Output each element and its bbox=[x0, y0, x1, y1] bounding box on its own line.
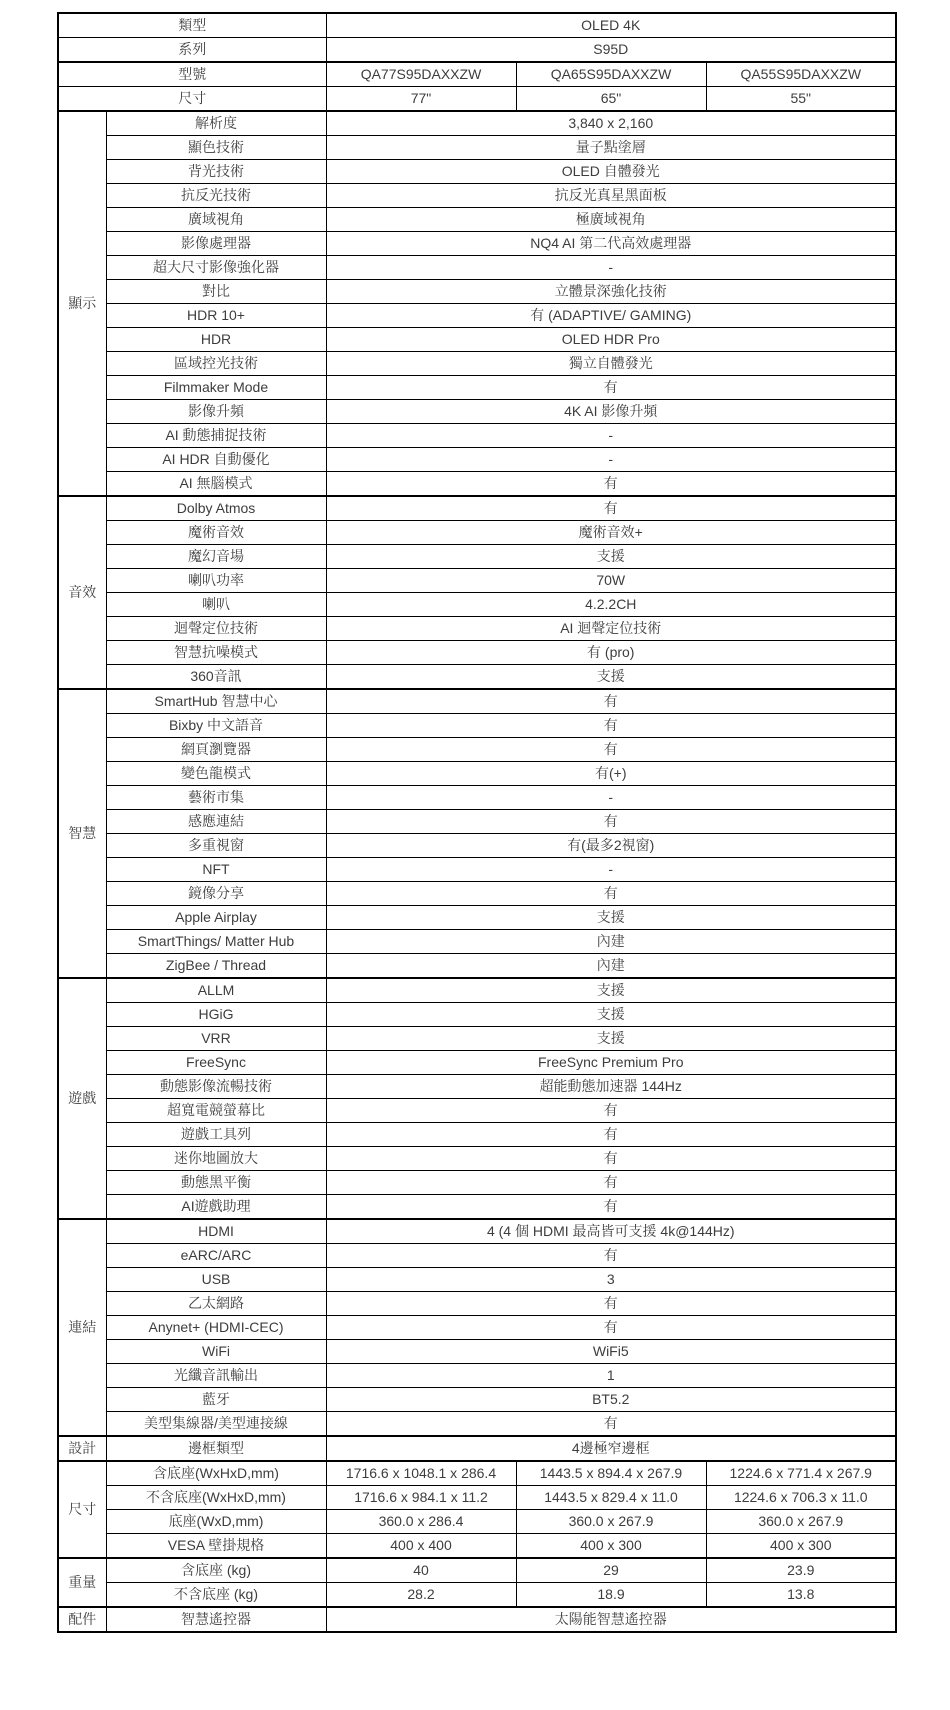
spec-row bbox=[58, 136, 896, 160]
spec-label: 鏡像分享 bbox=[106, 882, 326, 906]
spec-value: AI 迴聲定位技術 bbox=[326, 617, 896, 641]
spec-value: 支援 bbox=[326, 1027, 896, 1051]
spec-label: 抗反光技術 bbox=[106, 184, 326, 208]
spec-value: 極廣域視角 bbox=[326, 208, 896, 232]
spec-value: 1 bbox=[326, 1364, 896, 1388]
spec-label: 藍牙 bbox=[106, 1388, 326, 1412]
spec-row bbox=[58, 593, 896, 617]
spec-label: HGiG bbox=[106, 1003, 326, 1027]
spec-value: 1716.6 x 1048.1 x 286.4 bbox=[326, 1461, 516, 1486]
spec-value: 23.9 bbox=[706, 1558, 896, 1583]
spec-row bbox=[58, 256, 896, 280]
spec-row bbox=[58, 1171, 896, 1195]
spec-label: 區域控光技術 bbox=[106, 352, 326, 376]
spec-label: Filmmaker Mode bbox=[106, 376, 326, 400]
spec-label: 魔術音效 bbox=[106, 521, 326, 545]
spec-row bbox=[58, 208, 896, 232]
spec-row bbox=[58, 1123, 896, 1147]
header-row bbox=[58, 38, 896, 63]
spec-label: 網頁瀏覽器 bbox=[106, 738, 326, 762]
spec-row bbox=[58, 810, 896, 834]
spec-value: 4.2.2CH bbox=[326, 593, 896, 617]
spec-value: 有(+) bbox=[326, 762, 896, 786]
spec-row bbox=[58, 184, 896, 208]
spec-value: 400 x 400 bbox=[326, 1534, 516, 1559]
spec-row bbox=[58, 738, 896, 762]
spec-row bbox=[58, 1075, 896, 1099]
spec-value: 有 (ADAPTIVE/ GAMING) bbox=[326, 304, 896, 328]
header-label: 類型 bbox=[58, 13, 326, 38]
spec-value: NQ4 AI 第二代高效處理器 bbox=[326, 232, 896, 256]
spec-label: 魔幻音場 bbox=[106, 545, 326, 569]
spec-label: ALLM bbox=[106, 978, 326, 1003]
spec-label: 乙太網路 bbox=[106, 1292, 326, 1316]
spec-row bbox=[58, 111, 896, 136]
spec-value: 4K AI 影像升頻 bbox=[326, 400, 896, 424]
spec-value: 魔術音效+ bbox=[326, 521, 896, 545]
spec-value: 1224.6 x 771.4 x 267.9 bbox=[706, 1461, 896, 1486]
spec-row bbox=[58, 617, 896, 641]
spec-row bbox=[58, 882, 896, 906]
spec-label: 動態影像流暢技術 bbox=[106, 1075, 326, 1099]
spec-value: 18.9 bbox=[516, 1583, 706, 1608]
spec-label: AI HDR 自動優化 bbox=[106, 448, 326, 472]
spec-value: 有 bbox=[326, 1171, 896, 1195]
spec-value: 360.0 x 286.4 bbox=[326, 1510, 516, 1534]
header-row bbox=[58, 87, 896, 112]
spec-row bbox=[58, 1051, 896, 1075]
spec-value: 有 (pro) bbox=[326, 641, 896, 665]
spec-label: 影像升頻 bbox=[106, 400, 326, 424]
spec-row bbox=[58, 1364, 896, 1388]
group-label: 連結 bbox=[58, 1219, 106, 1436]
spec-value: 有 bbox=[326, 882, 896, 906]
spec-value: - bbox=[326, 786, 896, 810]
spec-row bbox=[58, 328, 896, 352]
spec-value: 有 bbox=[326, 1316, 896, 1340]
spec-row bbox=[58, 1436, 896, 1461]
spec-row bbox=[58, 304, 896, 328]
spec-row bbox=[58, 1147, 896, 1171]
spec-value: 超能動態加速器 144Hz bbox=[326, 1075, 896, 1099]
spec-row bbox=[58, 641, 896, 665]
spec-value: 13.8 bbox=[706, 1583, 896, 1608]
spec-value: 立體景深強化技術 bbox=[326, 280, 896, 304]
spec-value: 1443.5 x 829.4 x 11.0 bbox=[516, 1486, 706, 1510]
spec-row bbox=[58, 1461, 896, 1486]
model-value: 65" bbox=[516, 87, 706, 112]
spec-row bbox=[58, 1027, 896, 1051]
spec-value: 有 bbox=[326, 472, 896, 497]
spec-value: 70W bbox=[326, 569, 896, 593]
spec-label: 超寬電競螢幕比 bbox=[106, 1099, 326, 1123]
spec-row bbox=[58, 424, 896, 448]
spec-value: 有 bbox=[326, 1292, 896, 1316]
spec-value: 支援 bbox=[326, 665, 896, 690]
spec-value: 400 x 300 bbox=[516, 1534, 706, 1559]
spec-label: 變色龍模式 bbox=[106, 762, 326, 786]
spec-label: 不含底座 (kg) bbox=[106, 1583, 326, 1608]
spec-value: 1443.5 x 894.4 x 267.9 bbox=[516, 1461, 706, 1486]
group-label: 遊戲 bbox=[58, 978, 106, 1219]
spec-value: 獨立自體發光 bbox=[326, 352, 896, 376]
spec-label: 背光技術 bbox=[106, 160, 326, 184]
spec-label: 多重視窗 bbox=[106, 834, 326, 858]
spec-value: 有 bbox=[326, 496, 896, 521]
spec-label: Apple Airplay bbox=[106, 906, 326, 930]
spec-value: 有 bbox=[326, 1147, 896, 1171]
spec-label: AI 無腦模式 bbox=[106, 472, 326, 497]
spec-value: 太陽能智慧遙控器 bbox=[326, 1607, 896, 1632]
spec-table-body bbox=[58, 13, 896, 1632]
spec-label: 360音訊 bbox=[106, 665, 326, 690]
spec-label: 解析度 bbox=[106, 111, 326, 136]
spec-value: 支援 bbox=[326, 906, 896, 930]
spec-label: 顯色技術 bbox=[106, 136, 326, 160]
spec-value: 400 x 300 bbox=[706, 1534, 896, 1559]
spec-row bbox=[58, 1412, 896, 1437]
spec-row bbox=[58, 1340, 896, 1364]
spec-row bbox=[58, 1607, 896, 1632]
spec-value: 有 bbox=[326, 1099, 896, 1123]
spec-label: VRR bbox=[106, 1027, 326, 1051]
group-label: 顯示 bbox=[58, 111, 106, 496]
spec-value: 有 bbox=[326, 738, 896, 762]
spec-row bbox=[58, 448, 896, 472]
header-label: 系列 bbox=[58, 38, 326, 63]
spec-label: 美型集線器/美型連接線 bbox=[106, 1412, 326, 1437]
spec-row bbox=[58, 1316, 896, 1340]
spec-value: OLED HDR Pro bbox=[326, 328, 896, 352]
spec-label: HDR 10+ bbox=[106, 304, 326, 328]
spec-value: 1716.6 x 984.1 x 11.2 bbox=[326, 1486, 516, 1510]
model-value: QA65S95DAXXZW bbox=[516, 62, 706, 87]
spec-row bbox=[58, 858, 896, 882]
spec-value: WiFi5 bbox=[326, 1340, 896, 1364]
spec-value: 有 bbox=[326, 1195, 896, 1220]
model-value: QA77S95DAXXZW bbox=[326, 62, 516, 87]
spec-value: 29 bbox=[516, 1558, 706, 1583]
spec-label: HDR bbox=[106, 328, 326, 352]
spec-label: 感應連結 bbox=[106, 810, 326, 834]
spec-row bbox=[58, 1292, 896, 1316]
model-value: 55" bbox=[706, 87, 896, 112]
spec-value: BT5.2 bbox=[326, 1388, 896, 1412]
spec-value: 支援 bbox=[326, 978, 896, 1003]
spec-label: 遊戲工具列 bbox=[106, 1123, 326, 1147]
spec-label: NFT bbox=[106, 858, 326, 882]
spec-row bbox=[58, 930, 896, 954]
spec-label: SmartThings/ Matter Hub bbox=[106, 930, 326, 954]
spec-value: - bbox=[326, 448, 896, 472]
spec-label: USB bbox=[106, 1268, 326, 1292]
spec-label: 底座(WxD,mm) bbox=[106, 1510, 326, 1534]
spec-value: 28.2 bbox=[326, 1583, 516, 1608]
spec-label: 喇叭功率 bbox=[106, 569, 326, 593]
spec-row bbox=[58, 569, 896, 593]
spec-value: 1224.6 x 706.3 x 11.0 bbox=[706, 1486, 896, 1510]
spec-row bbox=[58, 545, 896, 569]
spec-value: - bbox=[326, 424, 896, 448]
spec-label: 智慧遙控器 bbox=[106, 1607, 326, 1632]
spec-label: 邊框類型 bbox=[106, 1436, 326, 1461]
model-value: QA55S95DAXXZW bbox=[706, 62, 896, 87]
spec-label: 影像處理器 bbox=[106, 232, 326, 256]
model-value: 77" bbox=[326, 87, 516, 112]
spec-row bbox=[58, 714, 896, 738]
spec-row bbox=[58, 521, 896, 545]
spec-label: 迷你地圖放大 bbox=[106, 1147, 326, 1171]
header-value: S95D bbox=[326, 38, 896, 63]
spec-label: Dolby Atmos bbox=[106, 496, 326, 521]
spec-label: 智慧抗噪模式 bbox=[106, 641, 326, 665]
spec-row bbox=[58, 762, 896, 786]
spec-row bbox=[58, 1268, 896, 1292]
spec-row bbox=[58, 906, 896, 930]
spec-label: 藝術市集 bbox=[106, 786, 326, 810]
spec-row bbox=[58, 1534, 896, 1559]
spec-row bbox=[58, 1244, 896, 1268]
spec-value: 支援 bbox=[326, 1003, 896, 1027]
spec-row bbox=[58, 496, 896, 521]
spec-row bbox=[58, 954, 896, 979]
spec-label: FreeSync bbox=[106, 1051, 326, 1075]
spec-label: Bixby 中文語音 bbox=[106, 714, 326, 738]
spec-row bbox=[58, 665, 896, 690]
spec-row bbox=[58, 1099, 896, 1123]
spec-row bbox=[58, 376, 896, 400]
spec-value: 有 bbox=[326, 810, 896, 834]
spec-row bbox=[58, 280, 896, 304]
header-row bbox=[58, 13, 896, 38]
spec-row bbox=[58, 1510, 896, 1534]
spec-value: 有 bbox=[326, 689, 896, 714]
tv-spec-table bbox=[57, 12, 897, 1633]
spec-label: 迴聲定位技術 bbox=[106, 617, 326, 641]
spec-row bbox=[58, 400, 896, 424]
group-label: 設計 bbox=[58, 1436, 106, 1461]
spec-row bbox=[58, 1583, 896, 1608]
spec-label: AI 動態捕捉技術 bbox=[106, 424, 326, 448]
header-label: 尺寸 bbox=[58, 87, 326, 112]
spec-value: 3,840 x 2,160 bbox=[326, 111, 896, 136]
spec-label: VESA 壁掛規格 bbox=[106, 1534, 326, 1559]
spec-row bbox=[58, 834, 896, 858]
spec-value: FreeSync Premium Pro bbox=[326, 1051, 896, 1075]
spec-value: 有 bbox=[326, 376, 896, 400]
spec-label: SmartHub 智慧中心 bbox=[106, 689, 326, 714]
spec-label: 對比 bbox=[106, 280, 326, 304]
spec-value: 有 bbox=[326, 1412, 896, 1437]
spec-value: 360.0 x 267.9 bbox=[706, 1510, 896, 1534]
spec-value: - bbox=[326, 858, 896, 882]
spec-value: 360.0 x 267.9 bbox=[516, 1510, 706, 1534]
spec-label: WiFi bbox=[106, 1340, 326, 1364]
spec-label: 光纖音訊輸出 bbox=[106, 1364, 326, 1388]
header-row bbox=[58, 62, 896, 87]
spec-row bbox=[58, 1558, 896, 1583]
spec-row bbox=[58, 1388, 896, 1412]
spec-value: 有(最多2視窗) bbox=[326, 834, 896, 858]
spec-row bbox=[58, 160, 896, 184]
header-value: OLED 4K bbox=[326, 13, 896, 38]
group-label: 重量 bbox=[58, 1558, 106, 1607]
spec-label: ZigBee / Thread bbox=[106, 954, 326, 979]
spec-value: 3 bbox=[326, 1268, 896, 1292]
spec-value: 4 (4 個 HDMI 最高皆可支援 4k@144Hz) bbox=[326, 1219, 896, 1244]
spec-value: 抗反光真星黑面板 bbox=[326, 184, 896, 208]
group-label: 智慧 bbox=[58, 689, 106, 978]
spec-label: 不含底座(WxHxD,mm) bbox=[106, 1486, 326, 1510]
spec-value: 支援 bbox=[326, 545, 896, 569]
spec-label: 廣域視角 bbox=[106, 208, 326, 232]
spec-row bbox=[58, 1195, 896, 1220]
group-label: 音效 bbox=[58, 496, 106, 689]
spec-value: 40 bbox=[326, 1558, 516, 1583]
spec-label: Anynet+ (HDMI-CEC) bbox=[106, 1316, 326, 1340]
group-label: 尺寸 bbox=[58, 1461, 106, 1558]
group-label: 配件 bbox=[58, 1607, 106, 1632]
spec-value: 有 bbox=[326, 714, 896, 738]
spec-label: HDMI bbox=[106, 1219, 326, 1244]
spec-row bbox=[58, 1003, 896, 1027]
spec-label: 含底座 (kg) bbox=[106, 1558, 326, 1583]
spec-row bbox=[58, 689, 896, 714]
spec-row bbox=[58, 1486, 896, 1510]
header-label: 型號 bbox=[58, 62, 326, 87]
spec-label: eARC/ARC bbox=[106, 1244, 326, 1268]
spec-value: 4邊極窄邊框 bbox=[326, 1436, 896, 1461]
spec-label: 動態黑平衡 bbox=[106, 1171, 326, 1195]
spec-value: 有 bbox=[326, 1244, 896, 1268]
spec-row bbox=[58, 472, 896, 497]
spec-value: 有 bbox=[326, 1123, 896, 1147]
spec-row bbox=[58, 786, 896, 810]
spec-row bbox=[58, 1219, 896, 1244]
spec-value: - bbox=[326, 256, 896, 280]
spec-row bbox=[58, 978, 896, 1003]
spec-label: AI遊戲助理 bbox=[106, 1195, 326, 1220]
spec-value: 內建 bbox=[326, 930, 896, 954]
spec-row bbox=[58, 352, 896, 376]
spec-label: 含底座(WxHxD,mm) bbox=[106, 1461, 326, 1486]
spec-row bbox=[58, 232, 896, 256]
spec-value: 內建 bbox=[326, 954, 896, 979]
spec-value: OLED 自體發光 bbox=[326, 160, 896, 184]
spec-label: 超大尺寸影像強化器 bbox=[106, 256, 326, 280]
spec-label: 喇叭 bbox=[106, 593, 326, 617]
spec-value: 量子點塗層 bbox=[326, 136, 896, 160]
